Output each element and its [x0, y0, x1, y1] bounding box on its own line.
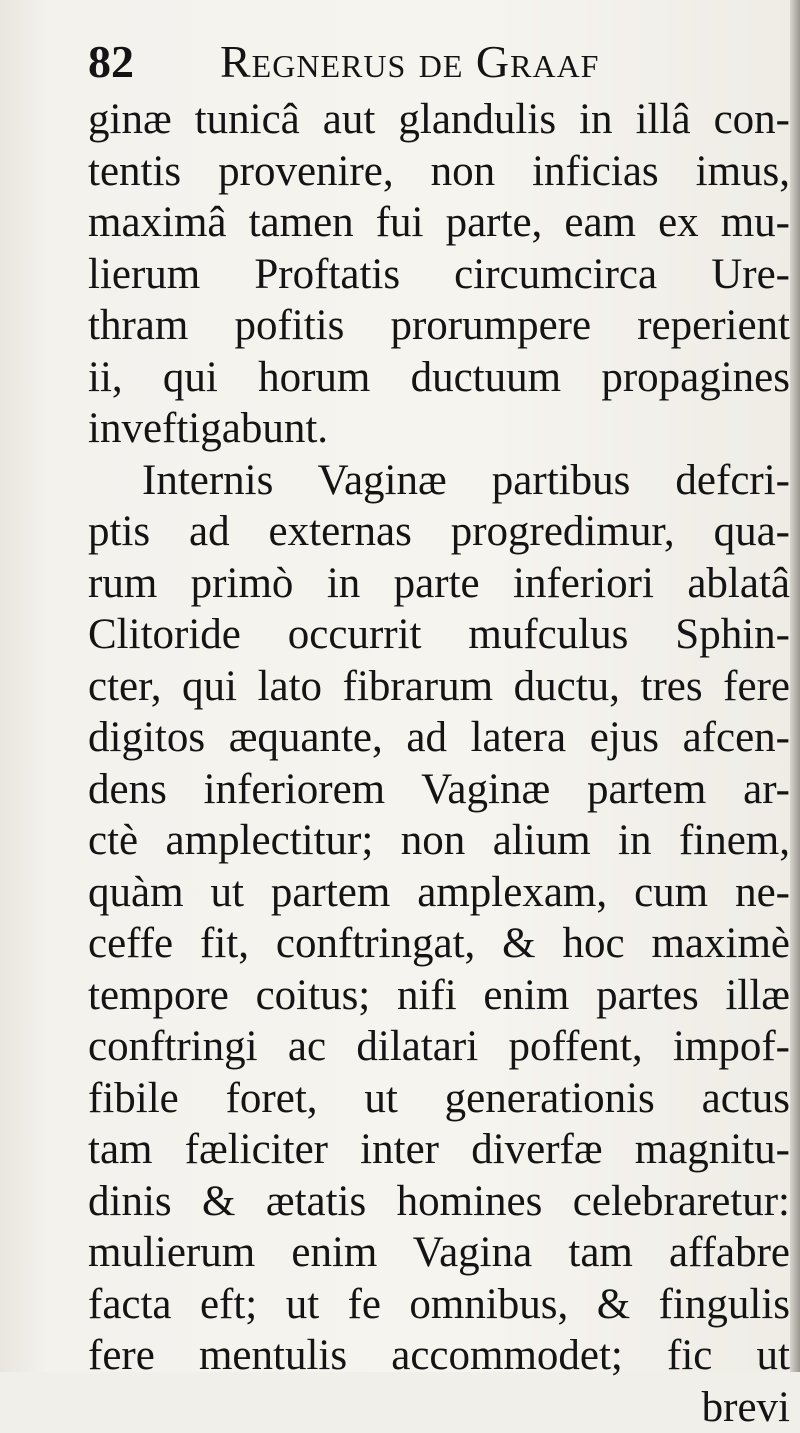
text-line: lierum Proftatis circumcirca Ure-	[88, 249, 790, 301]
running-head: Regnerus de Graaf	[220, 30, 599, 94]
text-line: fere mentulis accommodet; fic ut	[88, 1330, 790, 1382]
paragraph-start-line: Internis Vaginæ partibus defcri-	[88, 455, 790, 507]
text-line: tempore coitus; nifi enim partes illæ	[88, 970, 790, 1022]
text-line: rum primò in parte inferiori ablatâ	[88, 558, 790, 610]
page-header	[88, 30, 778, 94]
text-line: dens inferiorem Vaginæ partem ar-	[88, 764, 790, 816]
text-line: thram pofitis prorumpere reperient	[88, 300, 790, 352]
text-line: tentis provenire, non inficias imus,	[88, 146, 790, 198]
text-line: ii, qui horum ductuum propagines	[88, 352, 790, 404]
text-line: fibile foret, ut generationis actus	[88, 1073, 790, 1125]
body-text	[88, 94, 790, 1433]
text-line: conftringi ac dilatari poffent, impof-	[88, 1021, 790, 1073]
page-number: 82	[88, 30, 134, 94]
text-line: quàm ut partem amplexam, cum ne-	[88, 867, 790, 919]
text-line: dinis & ætatis homines celebraretur:	[88, 1176, 790, 1228]
text-line: ctè amplectitur; non alium in finem,	[88, 815, 790, 867]
text-line: ptis ad externas progredimur, qua-	[88, 506, 790, 558]
text-line: maximâ tamen fui parte, eam ex mu-	[88, 197, 790, 249]
text-line: ginæ tunicâ aut glandulis in illâ con-	[88, 94, 790, 146]
text-line: facta eft; ut fe omnibus, & fingulis	[88, 1279, 790, 1331]
text-line: inveftigabunt.	[88, 403, 790, 455]
text-line: Clitoride occurrit mufculus Sphin-	[88, 609, 790, 661]
text-line: mulierum enim Vagina tam affabre	[88, 1227, 790, 1279]
text-line: tam fæliciter inter diverfæ magnitu-	[88, 1124, 790, 1176]
text-line: digitos æquante, ad latera ejus afcen-	[88, 712, 790, 764]
catchword: brevi	[88, 1382, 790, 1433]
page-edge	[790, 0, 800, 1372]
text-line: ceffe fit, conftringat, & hoc maximè	[88, 918, 790, 970]
text-line: cter, qui lato fibrarum ductu, tres fere	[88, 661, 790, 713]
